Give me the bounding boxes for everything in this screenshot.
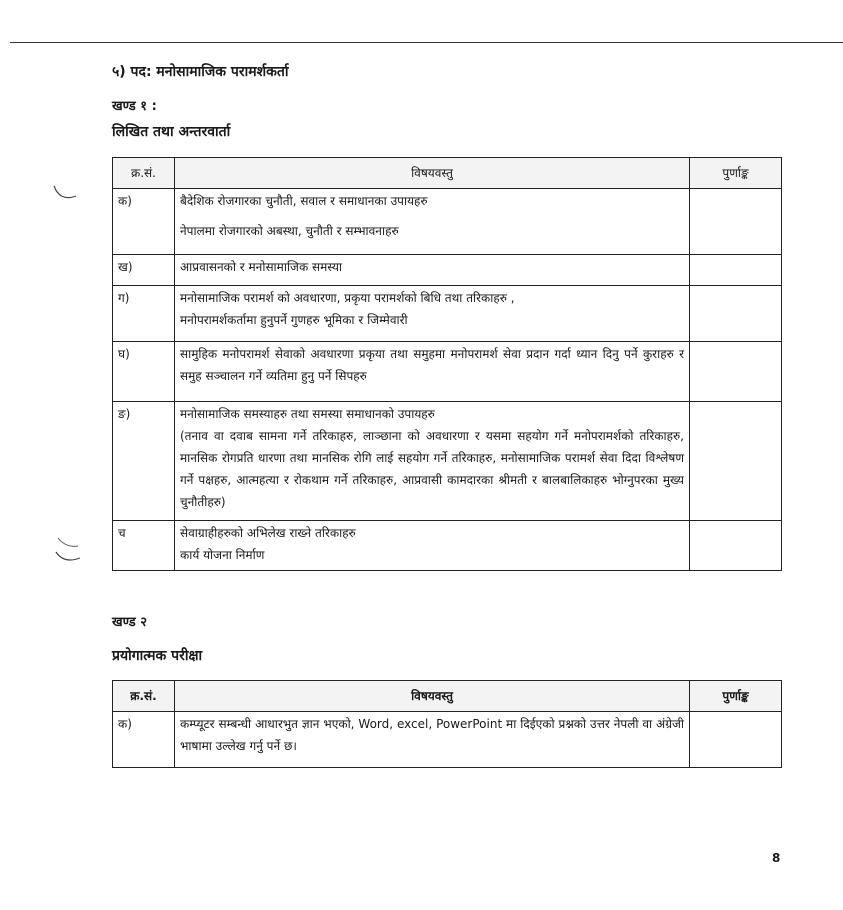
row-serial: ङ) [113, 402, 175, 521]
content-line: सामुहिक मनोपरामर्श सेवाको अवधारणा प्रकृया तथा समुहमा मनोपरामर्श सेवा प्रदान गर्दा ध्यान दिनु पर्ने कुराहरु र समुह सञ्चालन गर्ने व्यतिमा हुनु पर्ने सिपहरु [180, 347, 684, 383]
post-title: ५) पद: मनोसामाजिक परामर्शकर्ता [112, 64, 289, 80]
header-content: विषयवस्तु [175, 681, 690, 712]
syllabus-table-practical [112, 680, 782, 768]
row-marks [690, 521, 782, 571]
content-line: कम्प्यूटर सम्बन्धी आधारभुत ज्ञान भएको, Word, excel, PowerPoint मा दिईएको प्रश्नको उत्तर नेपली वा अंग्रेजी भाषामा उल्लेख गर्नु पर्ने छ। [180, 717, 684, 753]
row-content [175, 402, 690, 521]
row-content [175, 189, 690, 255]
row-serial: ख) [113, 255, 175, 286]
content-line: नेपालमा रोजगारको अबस्था, चुनौती र सम्भावनाहरु [180, 224, 399, 238]
table-row [113, 286, 782, 342]
row-marks [690, 712, 782, 768]
row-marks [690, 342, 782, 402]
content-line: आप्रवासनको र मनोसामाजिक समस्या [180, 260, 343, 274]
section-2-subtitle: प्रयोगात्मक परीक्षा [112, 648, 203, 664]
section-1-subtitle: लिखित तथा अन्तरवार्ता [112, 124, 231, 140]
row-serial: क) [113, 189, 175, 255]
table-row [113, 189, 782, 255]
header-full-marks: पुर्णाङ्क [690, 681, 782, 712]
row-content [175, 521, 690, 571]
header-full-marks: पुर्णाङ्क [690, 158, 782, 189]
content-line: मनोसामाजिक समस्याहरु तथा समस्या समाधानको उपायहरु [180, 407, 435, 421]
row-serial: क) [113, 712, 175, 768]
row-content [175, 342, 690, 402]
table-row [113, 712, 782, 768]
row-content [175, 712, 690, 768]
content-line: मनोसामाजिक परामर्श को अवधारणा, प्रकृया परामर्शको बिधि तथा तरिकाहरु , [180, 291, 515, 305]
row-marks [690, 189, 782, 255]
margin-pen-mark [52, 182, 80, 206]
table-row [113, 342, 782, 402]
row-marks [690, 255, 782, 286]
section-1-title: खण्ड १ : [112, 99, 157, 114]
content-line: सेवाग्राहीहरुको अभिलेख राख्ने तरिकाहरु [180, 526, 356, 540]
table-header-row [113, 681, 782, 712]
section-2-title: खण्ड २ [112, 615, 148, 630]
header-content: विषयवस्तु [175, 158, 690, 189]
row-serial: च [113, 521, 175, 571]
row-marks [690, 286, 782, 342]
content-line: मनोपरामर्शकर्तामा हुनुपर्ने गुणहरु भूमिका र जिम्मेवारी [180, 313, 408, 327]
content-line: कार्य योजना निर्माण [180, 548, 265, 562]
syllabus-table-written [112, 157, 782, 571]
table-row [113, 521, 782, 571]
table-header-row [113, 158, 782, 189]
row-content [175, 286, 690, 342]
row-serial: ग) [113, 286, 175, 342]
table-row [113, 255, 782, 286]
header-serial: क्र.सं. [113, 158, 175, 189]
content-line: (तनाव वा दवाब सामना गर्ने तरिकाहरु, लाञ्छाना को अवधारणा र यसमा सहयोग गर्ने मनोपरामर्शको तरिकाहरु, मानसिक रोगप्रति धारणा तथा मानसिक रोगि लाई सहयोग गर्ने तरिकाहरु, मनोसामाजिक परामर्श सेवा दिदा विश्लेषण गर्ने पक्षहरु, आत्महत्या र रोकथाम गर्ने तरिकाहरु, आप्रवासी कामदारका श्रीमती र बालबालिकाहरु भोग्नुपरका मुख्य चुनौतीहरु) [180, 429, 684, 509]
row-serial: घ) [113, 342, 175, 402]
table-row [113, 402, 782, 521]
margin-pen-mark [54, 534, 84, 570]
content-line: बैदेशिक रोजगारका चुनौती, सवाल र समाधानका उपायहरु [180, 194, 428, 208]
top-rule [10, 42, 843, 43]
header-serial: क्र.सं. [113, 681, 175, 712]
page-number: 8 [772, 851, 781, 865]
row-content [175, 255, 690, 286]
row-marks [690, 402, 782, 521]
